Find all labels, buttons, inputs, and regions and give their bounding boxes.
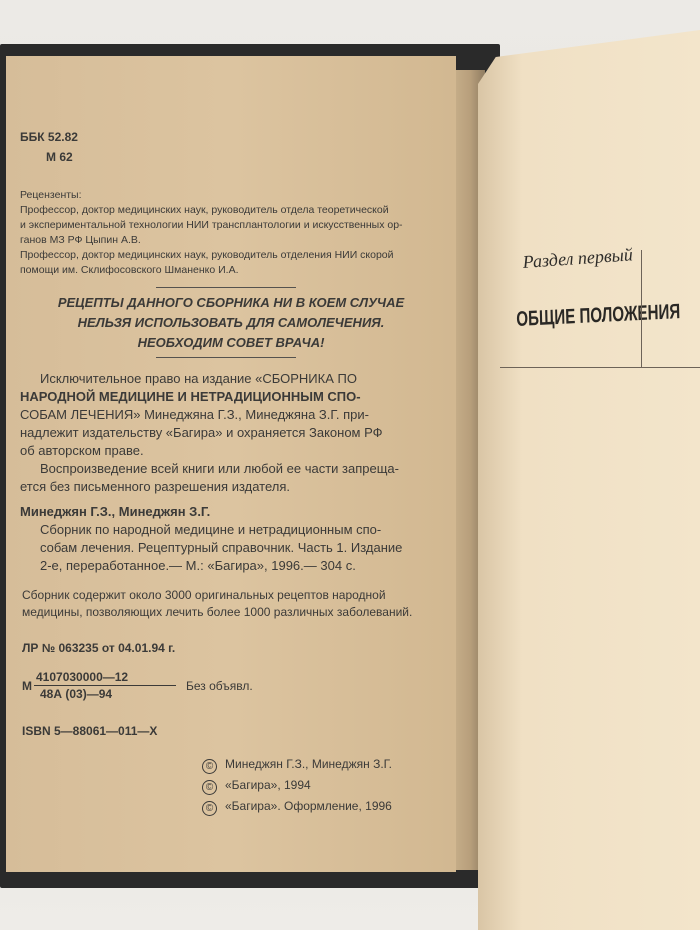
bbk-code: ББК 52.82 [20,130,78,144]
divider [156,287,296,288]
copyright-line [202,756,392,774]
bbk-subcode: М 62 [46,150,73,164]
left-page [6,56,456,872]
copyright-text: Минеджян Г.З., Минеджян З.Г. [225,757,393,771]
rights-line: об авторском праве. [20,443,144,458]
reviewer-line: ганов МЗ РФ Цыпин А.В. [20,234,141,246]
isbn: ISBN 5—88061—011—X [22,724,158,738]
rights-line: Воспроизведение всей книги или любой ее части запреща- [40,461,399,476]
warning-line: НЕЛЬЗЯ ИСПОЛЬЗОВАТЬ ДЛЯ САМОЛЕЧЕНИЯ. [77,315,385,330]
reviewer-line: Профессор, доктор медицинских наук, руководитель отдела теоретической [20,204,389,216]
copyright-line [202,777,311,795]
reviewers-heading: Рецензенты: [20,189,82,201]
copyright-text: «Багира», 1994 [225,778,311,792]
index-note: Без объявл. [186,679,253,693]
copyright-icon: © [202,801,217,816]
copyright-icon: © [202,759,217,774]
section-title: ОБЩИЕ ПОЛОЖЕНИЯ [516,300,681,331]
rights-line: СОБАМ ЛЕЧЕНИЯ» Минеджяна Г.З., Минеджяна З.Г. при- [20,407,369,422]
citation-line: 2-е, переработанное.— М.: «Багира», 1996.— 304 с. [40,558,356,573]
index-denominator: 48А (03)—94 [40,687,113,701]
section-vertical-rule [641,250,642,367]
rights-line: НАРОДНОЙ МЕДИЦИНЕ И НЕТРАДИЦИОННЫМ СПО- [20,389,361,404]
section-label: Раздел первый [522,244,634,272]
divider [156,357,296,358]
reviewer-line: помощи им. Склифосовского Шманенко И.А. [20,264,239,276]
citation-line: собам лечения. Рецептурный справочник. Часть 1. Издание [40,540,403,555]
warning-line: НЕОБХОДИМ СОВЕТ ВРАЧА! [137,335,325,350]
reviewer-line: и экспериментальной технологии НИИ трансплантологии и искусственных ор- [20,219,403,231]
rights-line: надлежит издательству «Багира» и охраняется Законом РФ [20,425,383,440]
copyright-icon: © [202,780,217,795]
license-number: ЛР № 063235 от 04.01.94 г. [22,641,176,655]
index-prefix: М [22,679,32,693]
citation-authors: Минеджян Г.З., Минеджян З.Г. [20,504,211,519]
warning-line: РЕЦЕПТЫ ДАННОГО СБОРНИКА НИ В КОЕМ СЛУЧАЕ [57,295,405,310]
index-numerator: 4107030000—12 [36,670,129,684]
reviewer-line: Профессор, доктор медицинских наук, руководитель отделения НИИ скорой [20,249,394,261]
right-page [478,30,700,930]
rights-line: Исключительное право на издание «СБОРНИКА ПО [40,371,357,386]
rights-line: ется без письменного разрешения издателя. [20,479,290,494]
summary-line: Сборник содержит около 3000 оригинальных рецептов народной [22,588,386,602]
section-horizontal-rule [500,367,700,368]
citation-line: Сборник по народной медицине и нетрадиционным спо- [40,522,382,537]
fraction-bar [34,685,176,686]
copyright-line [202,798,392,816]
summary-line: медицины, позволяющих лечить более 1000 различных заболеваний. [22,605,413,619]
copyright-text: «Багира». Оформление, 1996 [225,799,392,813]
